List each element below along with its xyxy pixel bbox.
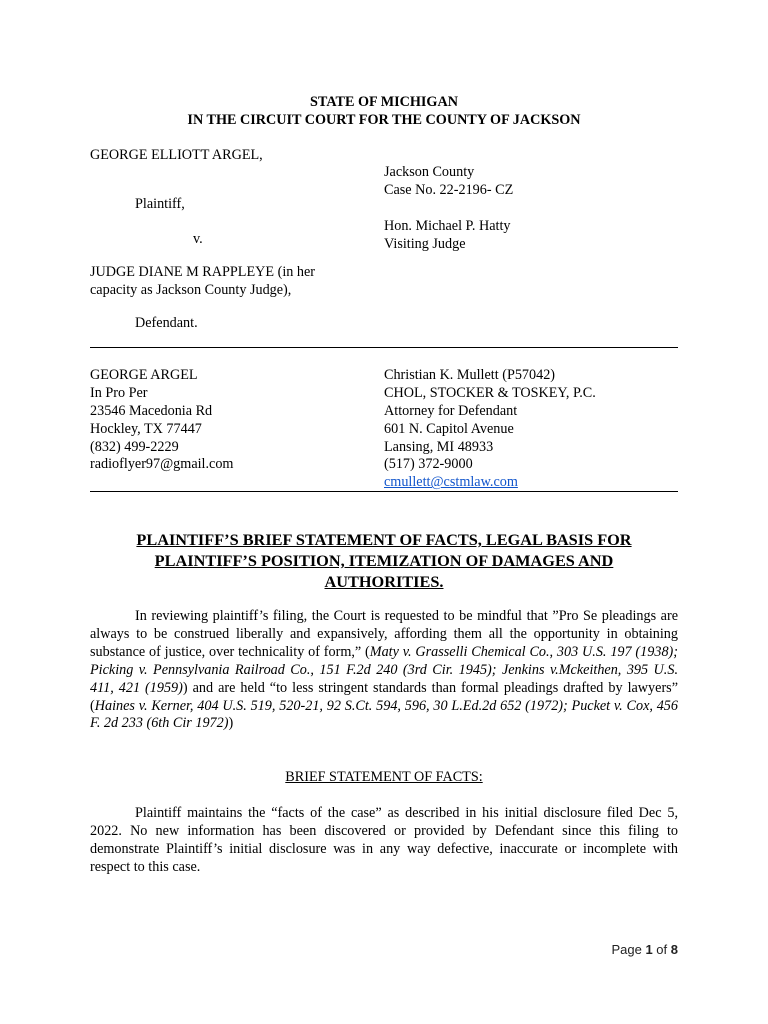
plaintiff-contact-phone: (832) 499-2229 <box>90 438 179 455</box>
counsel-divider <box>90 491 678 492</box>
plaintiff-contact-name: GEORGE ARGEL <box>90 367 198 383</box>
defense-phone: (517) 372-9000 <box>384 456 473 473</box>
judge-name: Hon. Michael P. Hatty <box>384 218 511 234</box>
intro-text-1: In reviewing plaintiff’s filing, the Court is requested to be mindful that ”Pro Se pleadings are always to be construed liberally and expansively, affording them all the opportunity in obtaining substance of justice, over technicality of form,” ( <box>90 608 678 660</box>
title-line-2: PLAINTIFF’S POSITION, ITEMIZATION OF DAMAGES AND <box>154 551 614 570</box>
facts-paragraph: Plaintiff maintains the “facts of the case” as described in his initial disclosure filed Dec 5, 2022. No new information has been discovered or provided by Defendant since this filing to demonstrate Plaintiff’s initial disclosure was in any way defective, inaccurate or incomplete with respect to this case. <box>90 805 678 875</box>
intro-paragraph <box>90 608 678 733</box>
defense-attorney-name: Christian K. Mullett (P57042) <box>384 367 556 383</box>
page-label: Page <box>611 942 642 957</box>
judge-title: Visiting Judge <box>384 236 466 252</box>
title-line-3: AUTHORITIES. <box>324 572 444 591</box>
intro-citation-1: Maty v. Grasselli Chemical Co., 303 U.S. 197 (1938); Picking v. Pennsylvania Railroad Co., 151 F.2d 240 (3rd Cir. 1945); Jenkins v.Mckeithen, 395 U.S. 411, 421 (1959) <box>90 643 678 696</box>
plaintiff-label: Plaintiff, <box>135 196 185 212</box>
plaintiff-contact-email: radioflyer97@gmail.com <box>90 456 234 473</box>
defense-street: 601 N. Capitol Avenue <box>384 420 514 437</box>
page-number: 1 <box>645 942 653 957</box>
page-footer <box>611 941 678 959</box>
defendant-label: Defendant. <box>135 315 198 331</box>
plaintiff-contact-city: Hockley, TX 77447 <box>90 420 202 437</box>
facts-heading: BRIEF STATEMENT OF FACTS: <box>285 769 483 785</box>
plaintiff-name: GEORGE ELLIOTT ARGEL, <box>90 147 263 163</box>
defendant-line-2: capacity as Jackson County Judge), <box>90 282 292 298</box>
intro-text-3: ) <box>228 715 234 732</box>
defense-firm-name: CHOL, STOCKER & TOSKEY, P.C. <box>384 384 596 401</box>
intro-citation-2: Haines v. Kerner, 404 U.S. 519, 520-21, 92 S.Ct. 594, 596, 30 L.Ed.2d 652 (1972); Pucket v. Cox, 456 F. 2d 233 (6th Cir 1972) <box>90 697 678 732</box>
defense-contact-block <box>384 367 596 492</box>
court-name: IN THE CIRCUIT COURT FOR THE COUNTY OF JACKSON <box>187 112 581 128</box>
plaintiff-contact-block <box>90 367 233 474</box>
of-label: of <box>656 942 668 957</box>
defense-email-link[interactable]: cmullett@cstmlaw.com <box>384 474 518 491</box>
case-number: Case No. 22-2196- CZ <box>384 182 514 198</box>
page-total: 8 <box>670 942 678 957</box>
court-state: STATE OF MICHIGAN <box>310 94 458 110</box>
title-line-1: PLAINTIFF’S BRIEF STATEMENT OF FACTS, LEGAL BASIS FOR <box>136 530 632 549</box>
versus: v. <box>193 231 203 247</box>
document-title <box>90 529 678 592</box>
plaintiff-contact-street: 23546 Macedonia Rd <box>90 402 213 419</box>
intro-text-2: ) and are held “to less stringent standards than formal pleadings drafted by lawyers” ( <box>90 679 678 714</box>
plaintiff-contact-status: In Pro Per <box>90 384 148 401</box>
defendant-line-1: JUDGE DIANE M RAPPLEYE (in her <box>90 264 316 280</box>
defense-city: Lansing, MI 48933 <box>384 438 494 455</box>
facts-heading-wrap <box>0 769 768 787</box>
caption-divider <box>90 347 678 348</box>
defense-role: Attorney for Defendant <box>384 402 518 419</box>
county: Jackson County <box>384 164 475 180</box>
